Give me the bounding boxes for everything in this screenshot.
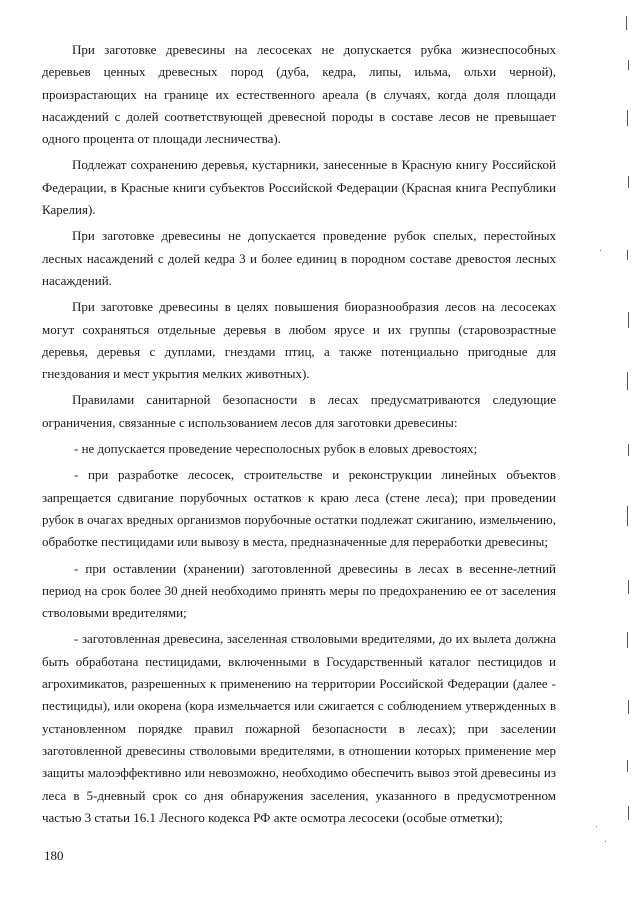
scan-edge-mark <box>628 806 629 820</box>
list-item-logging-residues: - при разработке лесосек, строительстве и реконструкции линейных объектов запрещается сдвигание порубочных остатков к краю леса (стене леса); при проведении рубок в очагах вредных организмов порубочные остатки подлежат сжиганию, измельчению, обработке пестицидами или вывозу в места, предназначенные для переработки древесины; <box>42 467 556 550</box>
scan-edge-mark <box>628 312 629 328</box>
list-item-strip-cutting: - не допускается проведение чересполосных рубок в еловых древостоях; <box>74 441 478 457</box>
paragraph-cedar-restriction: При заготовке древесины не допускается проведение рубок спелых, перестойных лесных насаждений с долей кедра 3 и более единиц в породном составе древостоя лесных насаждений. <box>42 228 556 288</box>
page-number: 180 <box>44 848 64 863</box>
paragraph-sanitary-rules: Правилами санитарной безопасности в лесах предусматриваются следующие ограничения, связанные с использованием лесов для заготовки древесины: <box>42 392 556 430</box>
paragraph-valuable-species: При заготовке древесины на лесосеках не допускается рубка жизнеспособных деревьев ценных древесных пород (дуба, кедра, липы, ильма, ольхи черной), произрастающих на границе их естественного ареала (в случаях, когда доля площади насаждений с долей соответствующей древесной породы в составе лесов не превышает одного процента от площади лесничества). <box>42 42 556 147</box>
paragraph-biodiversity: При заготовке древесины в целях повышения биоразнообразия лесов на лесосеках могут сохраняться отдельные деревья в любом ярусе и их группы (старовозрастные деревья, деревья с дуплами, гнездами птиц, а также потенциально пригодные для гнездования и мест укрытия мелких животных). <box>42 299 556 382</box>
scan-edge-mark <box>626 16 627 30</box>
list-item-infested-wood: - заготовленная древесина, заселенная стволовыми вредителями, до их вылета должна быть обработана пестицидами, включенными в Государственный каталог пестицидов и агрохимикатов, разрешенных к применению на территории Российской Федерации (далее - пестициды), или окорена (кора измельчается или сжигается с соблюдением утвержденных в установленном порядке правил пожарной безопасности в лесах); при заселении заготовленной древесины стволовыми вредителями, в отношении которых применение мер защиты малоэффективно или невозможно, необходимо обеспечить вывоз этой древесины из леса в 5-дневный срок со дня обнаружения заселения, указанного в предусмотренном частью 3 статьи 16.1 Лесного кодекса РФ акте осмотра лесосеки (особые отметки); <box>42 631 556 825</box>
scan-edge-mark <box>627 632 628 648</box>
scan-edge-mark <box>627 110 628 126</box>
scan-speck <box>596 826 597 827</box>
scan-edge-mark <box>628 60 629 70</box>
scan-edge-mark <box>627 250 628 260</box>
scan-edge-mark <box>628 580 629 594</box>
paragraph-red-book: Подлежат сохранению деревья, кустарники, занесенные в Красную книгу Российской Федерации, в Красные книги субъектов Российской Федерации (Красная книга Республики Карелия). <box>42 157 556 218</box>
scan-edge-mark <box>627 372 628 390</box>
list-item-wood-storage: - при оставлении (хранении) заготовленной древесины в лесах в весенне-летний период на срок более 30 дней необходимо принять меры по предохранению ее от заселения стволовыми вредителями; <box>42 560 556 621</box>
body-text <box>42 39 556 833</box>
scan-edge-mark <box>628 444 629 456</box>
scan-edge-mark <box>627 760 628 772</box>
scan-speck <box>600 250 601 251</box>
scan-edge-mark <box>627 506 628 526</box>
scan-speck <box>605 841 606 842</box>
scan-edge-mark <box>628 700 629 714</box>
scan-edge-mark <box>628 176 629 188</box>
